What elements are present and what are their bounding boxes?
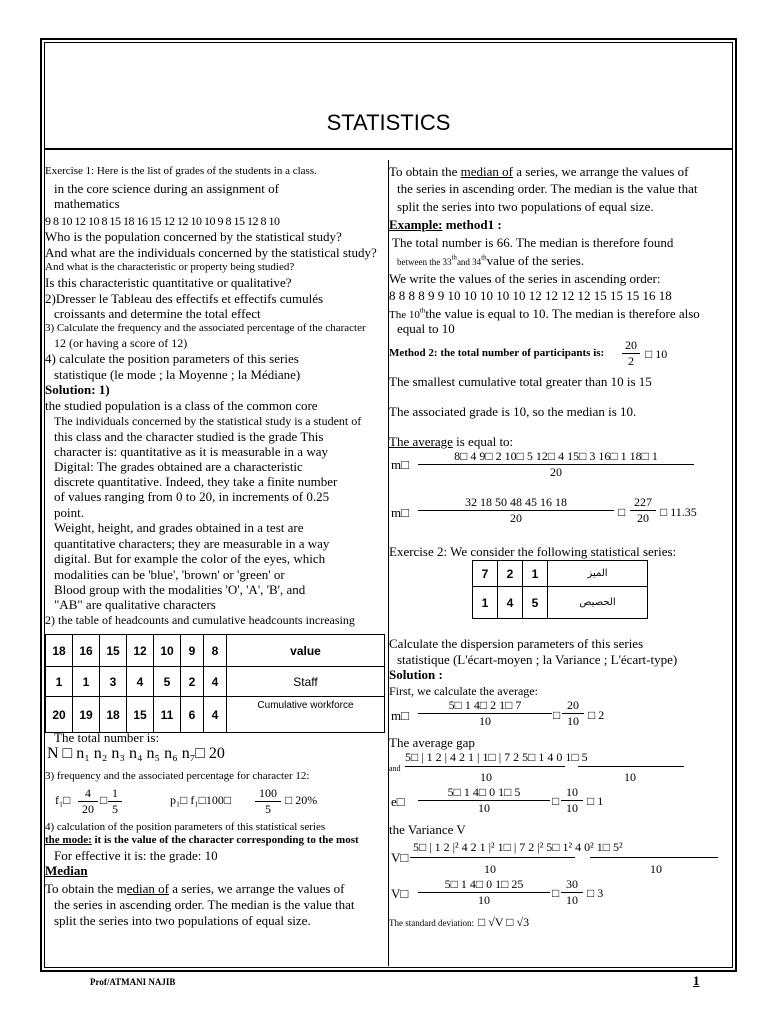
equals-sign: □ bbox=[552, 886, 560, 900]
table-cell: 18 bbox=[100, 697, 127, 733]
mean-fraction-2 bbox=[418, 495, 614, 526]
table-header-staff: Staff bbox=[227, 667, 385, 697]
text-line: of values ranging from 0 to 20, in increments of 0.25 bbox=[54, 489, 330, 504]
table-row bbox=[473, 561, 648, 587]
text-span: To obtain the bbox=[389, 164, 461, 179]
table-cell: 5 bbox=[523, 587, 548, 619]
equals-sign: □ bbox=[618, 505, 626, 519]
exercise2-heading: Exercise 2: We consider the following statistical series: bbox=[389, 544, 677, 559]
median-line bbox=[45, 881, 344, 897]
table-cell: 8 bbox=[204, 635, 227, 667]
v-fraction bbox=[418, 877, 550, 908]
v-fraction-2 bbox=[561, 877, 583, 908]
headcount-table bbox=[45, 634, 385, 733]
denominator: 10 bbox=[478, 801, 490, 815]
f1-fraction-simplified bbox=[108, 786, 122, 817]
numerator: 227 bbox=[630, 495, 656, 511]
text-span: The average bbox=[389, 434, 453, 449]
text-span: The 10 bbox=[389, 309, 420, 321]
question-4-solution: 4) calculation of the position parameters of this statistical series bbox=[45, 821, 326, 833]
question-4: 4) calculate the position parameters of this series bbox=[45, 351, 299, 366]
text-line: 12 (or having a score of 12) bbox=[54, 336, 188, 350]
text-line: equal to 10 bbox=[397, 321, 455, 336]
title-box bbox=[44, 42, 733, 150]
text-line: croissants and determine the total effect bbox=[54, 306, 261, 321]
mode-answer: For effective it is: the grade: 10 bbox=[54, 848, 218, 863]
text-line: Calculate the dispersion parameters of this series bbox=[389, 636, 644, 651]
mean-fraction-3 bbox=[630, 495, 656, 526]
table-row bbox=[46, 697, 385, 733]
variance-label: the Variance V bbox=[389, 822, 466, 837]
table-cell: 1 bbox=[73, 667, 100, 697]
text-span: is equal to: bbox=[452, 434, 514, 449]
table-header-grade: الميز bbox=[548, 561, 648, 587]
average-heading bbox=[389, 434, 513, 450]
mean-result: □ 2 bbox=[588, 708, 605, 722]
text-line: statistique (L'écart-moyen ; la Variance ; L'écart-type) bbox=[397, 652, 678, 667]
text-span: th bbox=[419, 306, 426, 315]
mean-fraction bbox=[418, 698, 552, 729]
denominator: 20 bbox=[637, 511, 649, 525]
numerator: 32 18 50 48 45 16 18 bbox=[418, 495, 614, 511]
numerator: 8□ 4 9□ 2 10□ 5 12□ 4 15□ 3 16□ 1 18□ 1 bbox=[418, 449, 694, 465]
variance-denominator: 10 bbox=[650, 862, 662, 876]
equals-sign: □ bbox=[552, 794, 560, 808]
text-line: in the core science during an assignment of bbox=[54, 181, 279, 196]
text-line: Weight, height, and grades obtained in a test are bbox=[54, 520, 304, 535]
table-cell: 4 bbox=[204, 697, 227, 733]
table-cell: 11 bbox=[154, 697, 181, 733]
table-cell: 4 bbox=[204, 667, 227, 697]
text-line: discrete quantitative. Indeed, they take a finite number bbox=[54, 474, 338, 489]
gap-numerator: 5□ | 1 2 | 4 2 1 | 1□ | 7 2 5□ 1 4 0 1□ 5 bbox=[405, 750, 588, 764]
text-span: To obtain the m bbox=[45, 881, 127, 896]
numerator: 100 bbox=[255, 786, 281, 802]
table-cell: 6 bbox=[181, 697, 204, 733]
v-lhs: V□ bbox=[391, 886, 409, 901]
text-line: mathematics bbox=[54, 196, 120, 211]
table-cell: 5 bbox=[154, 667, 181, 697]
mean-lhs: m□ bbox=[391, 708, 409, 723]
table-header-cumulative: Cumulative workforce bbox=[227, 697, 385, 733]
series-table bbox=[472, 560, 648, 619]
text-span: a series, we arrange the values of bbox=[169, 881, 345, 896]
text-span: the value is equal to 10. The median is therefore also bbox=[425, 306, 700, 321]
table-cell: 4 bbox=[498, 587, 523, 619]
text-line bbox=[389, 306, 700, 322]
table-cell: 4 bbox=[127, 667, 154, 697]
mean-result: □ 11.35 bbox=[660, 505, 697, 519]
text-line bbox=[397, 253, 584, 269]
e-fraction-2 bbox=[561, 785, 583, 816]
text-line: The smallest cumulative total greater than 10 is 15 bbox=[389, 374, 652, 389]
table-cell: 3 bbox=[100, 667, 127, 697]
table-cell: 2 bbox=[181, 667, 204, 697]
exercise1-heading: Exercise 1: Here is the list of grades of the students in a class. bbox=[45, 165, 317, 177]
denominator: 10 bbox=[567, 714, 579, 728]
text-span: Example: bbox=[389, 217, 443, 232]
text-line: The individuals concerned by the statistical study is a student of bbox=[54, 414, 362, 428]
table-row bbox=[46, 635, 385, 667]
and-label: and bbox=[389, 764, 401, 773]
text-line: split the series into two populations of equal size. bbox=[54, 913, 311, 928]
text-line: the series in ascending order. The median is the value that bbox=[397, 181, 698, 196]
fraction-bar bbox=[578, 766, 684, 767]
solution-heading: Solution: 1) bbox=[45, 382, 110, 397]
sorted-values: 8 8 8 8 9 9 10 10 10 10 10 12 12 12 12 15 15 15 16 18 bbox=[389, 288, 672, 303]
denominator: 5 bbox=[265, 802, 271, 816]
table-cell: 1 bbox=[473, 587, 498, 619]
numerator: 5□ 1 4□ 0 1□ 5 bbox=[418, 785, 550, 801]
denominator: 20 bbox=[510, 511, 522, 525]
table-cell: 1 bbox=[46, 667, 73, 697]
mean-fraction-2 bbox=[562, 698, 584, 729]
numerator: 5□ 1 4□ 2 1□ 7 bbox=[418, 698, 552, 714]
text-line: point. bbox=[54, 505, 84, 520]
text-line: Digital: The grades obtained are a characteristic bbox=[54, 459, 303, 474]
numerator: 1 bbox=[108, 786, 122, 802]
table-cell: 10 bbox=[154, 635, 181, 667]
text-line: "AB" are qualitative characters bbox=[54, 597, 216, 612]
text-line: the studied population is a class of the common core bbox=[45, 398, 318, 413]
table-cell: 15 bbox=[127, 697, 154, 733]
text-span: method1 : bbox=[442, 217, 502, 232]
equals-sign: □ bbox=[100, 793, 108, 807]
table-header-count: الحصيص bbox=[548, 587, 648, 619]
fraction-bar bbox=[410, 857, 575, 858]
table-cell: 19 bbox=[73, 697, 100, 733]
text-line: the series in ascending order. The median is the value that bbox=[54, 897, 355, 912]
method2-result: □ 10 bbox=[645, 347, 668, 361]
denominator: 10 bbox=[479, 714, 491, 728]
question-2: 2)Dresser le Tableau des effectifs et effectifs cumulés bbox=[45, 291, 324, 306]
solution-heading: Solution : bbox=[389, 667, 443, 682]
f1-fraction bbox=[78, 786, 98, 817]
p1-lhs: p₁□ f₁□100□ bbox=[170, 793, 232, 807]
table-header-value: value bbox=[227, 635, 385, 667]
text-line: character is: quantitative as it is measurable in a way bbox=[54, 444, 328, 459]
method2-fraction bbox=[622, 338, 640, 369]
numerator: 10 bbox=[561, 785, 583, 801]
question-3: 3) Calculate the frequency and the associated percentage of the character bbox=[45, 322, 366, 334]
denominator: 10 bbox=[478, 893, 490, 907]
table-cell: 20 bbox=[46, 697, 73, 733]
median-line bbox=[389, 164, 688, 180]
method2-label: Method 2: the total number of participants is: bbox=[389, 347, 605, 359]
variance-numerator: 5□ | 1 2 |² 4 2 1 |² 1□ | 7 2 |² 5□ 1² 4 0² 1□ 5² bbox=[413, 840, 623, 854]
text-line: digital. But for example the color of the eyes, which bbox=[54, 551, 326, 566]
text-span: edian of bbox=[126, 881, 170, 896]
page-title: STATISTICS bbox=[326, 110, 451, 135]
text-span: and 34 bbox=[456, 257, 482, 267]
e-fraction bbox=[418, 785, 550, 816]
page-number: 1 bbox=[693, 973, 700, 988]
denominator: 2 bbox=[628, 354, 634, 368]
example-heading bbox=[389, 217, 502, 233]
table-cell: 12 bbox=[127, 635, 154, 667]
denominator: 5 bbox=[112, 802, 118, 816]
standard-deviation-label: The standard deviation: bbox=[389, 918, 474, 928]
mode-line bbox=[45, 834, 395, 846]
mode-label: the mode: bbox=[45, 834, 92, 846]
text-span: median of bbox=[460, 164, 514, 179]
standard-deviation-equation: □ √V □ √3 bbox=[478, 915, 530, 929]
text-span: value of the series. bbox=[486, 253, 585, 268]
variance-denominator: 10 bbox=[484, 862, 496, 876]
footer-author: Prof/ATMANI NAJIB bbox=[90, 977, 176, 987]
gap-denominator: 10 bbox=[480, 770, 492, 784]
mean-lhs: m□ bbox=[391, 457, 409, 472]
mode-text: it is the value of the character corresponding to the most bbox=[91, 834, 359, 846]
denominator: 10 bbox=[566, 893, 578, 907]
text-line: First, we calculate the average: bbox=[389, 684, 538, 698]
text-span: th bbox=[481, 253, 487, 262]
median-heading: Median bbox=[45, 863, 88, 878]
mean-fraction bbox=[418, 449, 694, 480]
question-characteristic: And what is the characteristic or property being studied? bbox=[45, 261, 295, 273]
table-cell: 2 bbox=[498, 561, 523, 587]
v-result: □ 3 bbox=[587, 886, 604, 900]
text-line: 2) the table of headcounts and cumulative headcounts increasing bbox=[45, 613, 355, 627]
p1-rhs: □ 20% bbox=[285, 793, 318, 807]
numerator: 20 bbox=[622, 338, 640, 354]
total-equation: N □ n₁ n₂ n₃ n₄ n₅ n₆ n₇□ 20 bbox=[47, 745, 225, 762]
table-cell: 9 bbox=[181, 635, 204, 667]
table-row bbox=[46, 667, 385, 697]
denominator: 20 bbox=[82, 802, 94, 816]
numerator: 20 bbox=[562, 698, 584, 714]
table-cell: 16 bbox=[73, 635, 100, 667]
text-line: The total number is 66. The median is therefore found bbox=[392, 235, 674, 250]
numerator: 30 bbox=[561, 877, 583, 893]
text-line: modalities can be 'blue', 'brown' or 'green' or bbox=[54, 567, 285, 582]
denominator: 10 bbox=[566, 801, 578, 815]
grades-list: 9 8 10 12 10 8 15 18 16 15 12 12 10 10 9 8 15 12 8 10 bbox=[45, 214, 280, 228]
table-cell: 1 bbox=[523, 561, 548, 587]
text-line: We write the values of the series in ascending order: bbox=[389, 271, 661, 286]
text-span: between the 33 bbox=[397, 257, 452, 267]
numerator: 5□ 1 4□ 0 1□ 25 bbox=[418, 877, 550, 893]
mean-lhs: m□ bbox=[391, 505, 409, 520]
fraction-bar bbox=[405, 766, 565, 767]
text-span: th bbox=[451, 253, 457, 262]
table-cell: 7 bbox=[473, 561, 498, 587]
text-line: this class and the character studied is the grade This bbox=[54, 429, 324, 444]
text-line: split the series into two populations of equal size. bbox=[397, 199, 654, 214]
frequency-line: 3) frequency and the associated percentage for character 12: bbox=[45, 770, 310, 782]
equals-sign: □ bbox=[553, 708, 561, 722]
fraction-bar bbox=[590, 857, 718, 858]
f1-lhs: f₁□ bbox=[55, 793, 71, 807]
v-lhs: V□ bbox=[391, 850, 409, 865]
table-cell: 18 bbox=[46, 635, 73, 667]
table-row bbox=[473, 587, 648, 619]
text-span: a series, we arrange the values of bbox=[513, 164, 689, 179]
average-gap-label: The average gap bbox=[389, 735, 475, 750]
text-line: Blood group with the modalities 'O', 'A', 'B', and bbox=[54, 582, 306, 597]
question-type: Is this characteristic quantitative or qualitative? bbox=[45, 275, 292, 290]
p1-fraction bbox=[255, 786, 281, 817]
denominator: 20 bbox=[550, 465, 562, 479]
e-result: □ 1 bbox=[587, 794, 604, 808]
question-individuals: And what are the individuals concerned by the statistical study? bbox=[45, 245, 377, 260]
total-label: The total number is: bbox=[54, 730, 160, 745]
text-line: quantitative characters; they are measurable in a way bbox=[54, 536, 330, 551]
table-cell: 15 bbox=[100, 635, 127, 667]
numerator: 4 bbox=[78, 786, 98, 802]
gap-denominator: 10 bbox=[624, 770, 636, 784]
text-line: statistique (le mode ; la Moyenne ; la Médiane) bbox=[54, 367, 301, 382]
text-line: The associated grade is 10, so the median is 10. bbox=[389, 404, 637, 419]
question-population: Who is the population concerned by the statistical study? bbox=[45, 229, 342, 244]
e-lhs: e□ bbox=[391, 794, 405, 809]
